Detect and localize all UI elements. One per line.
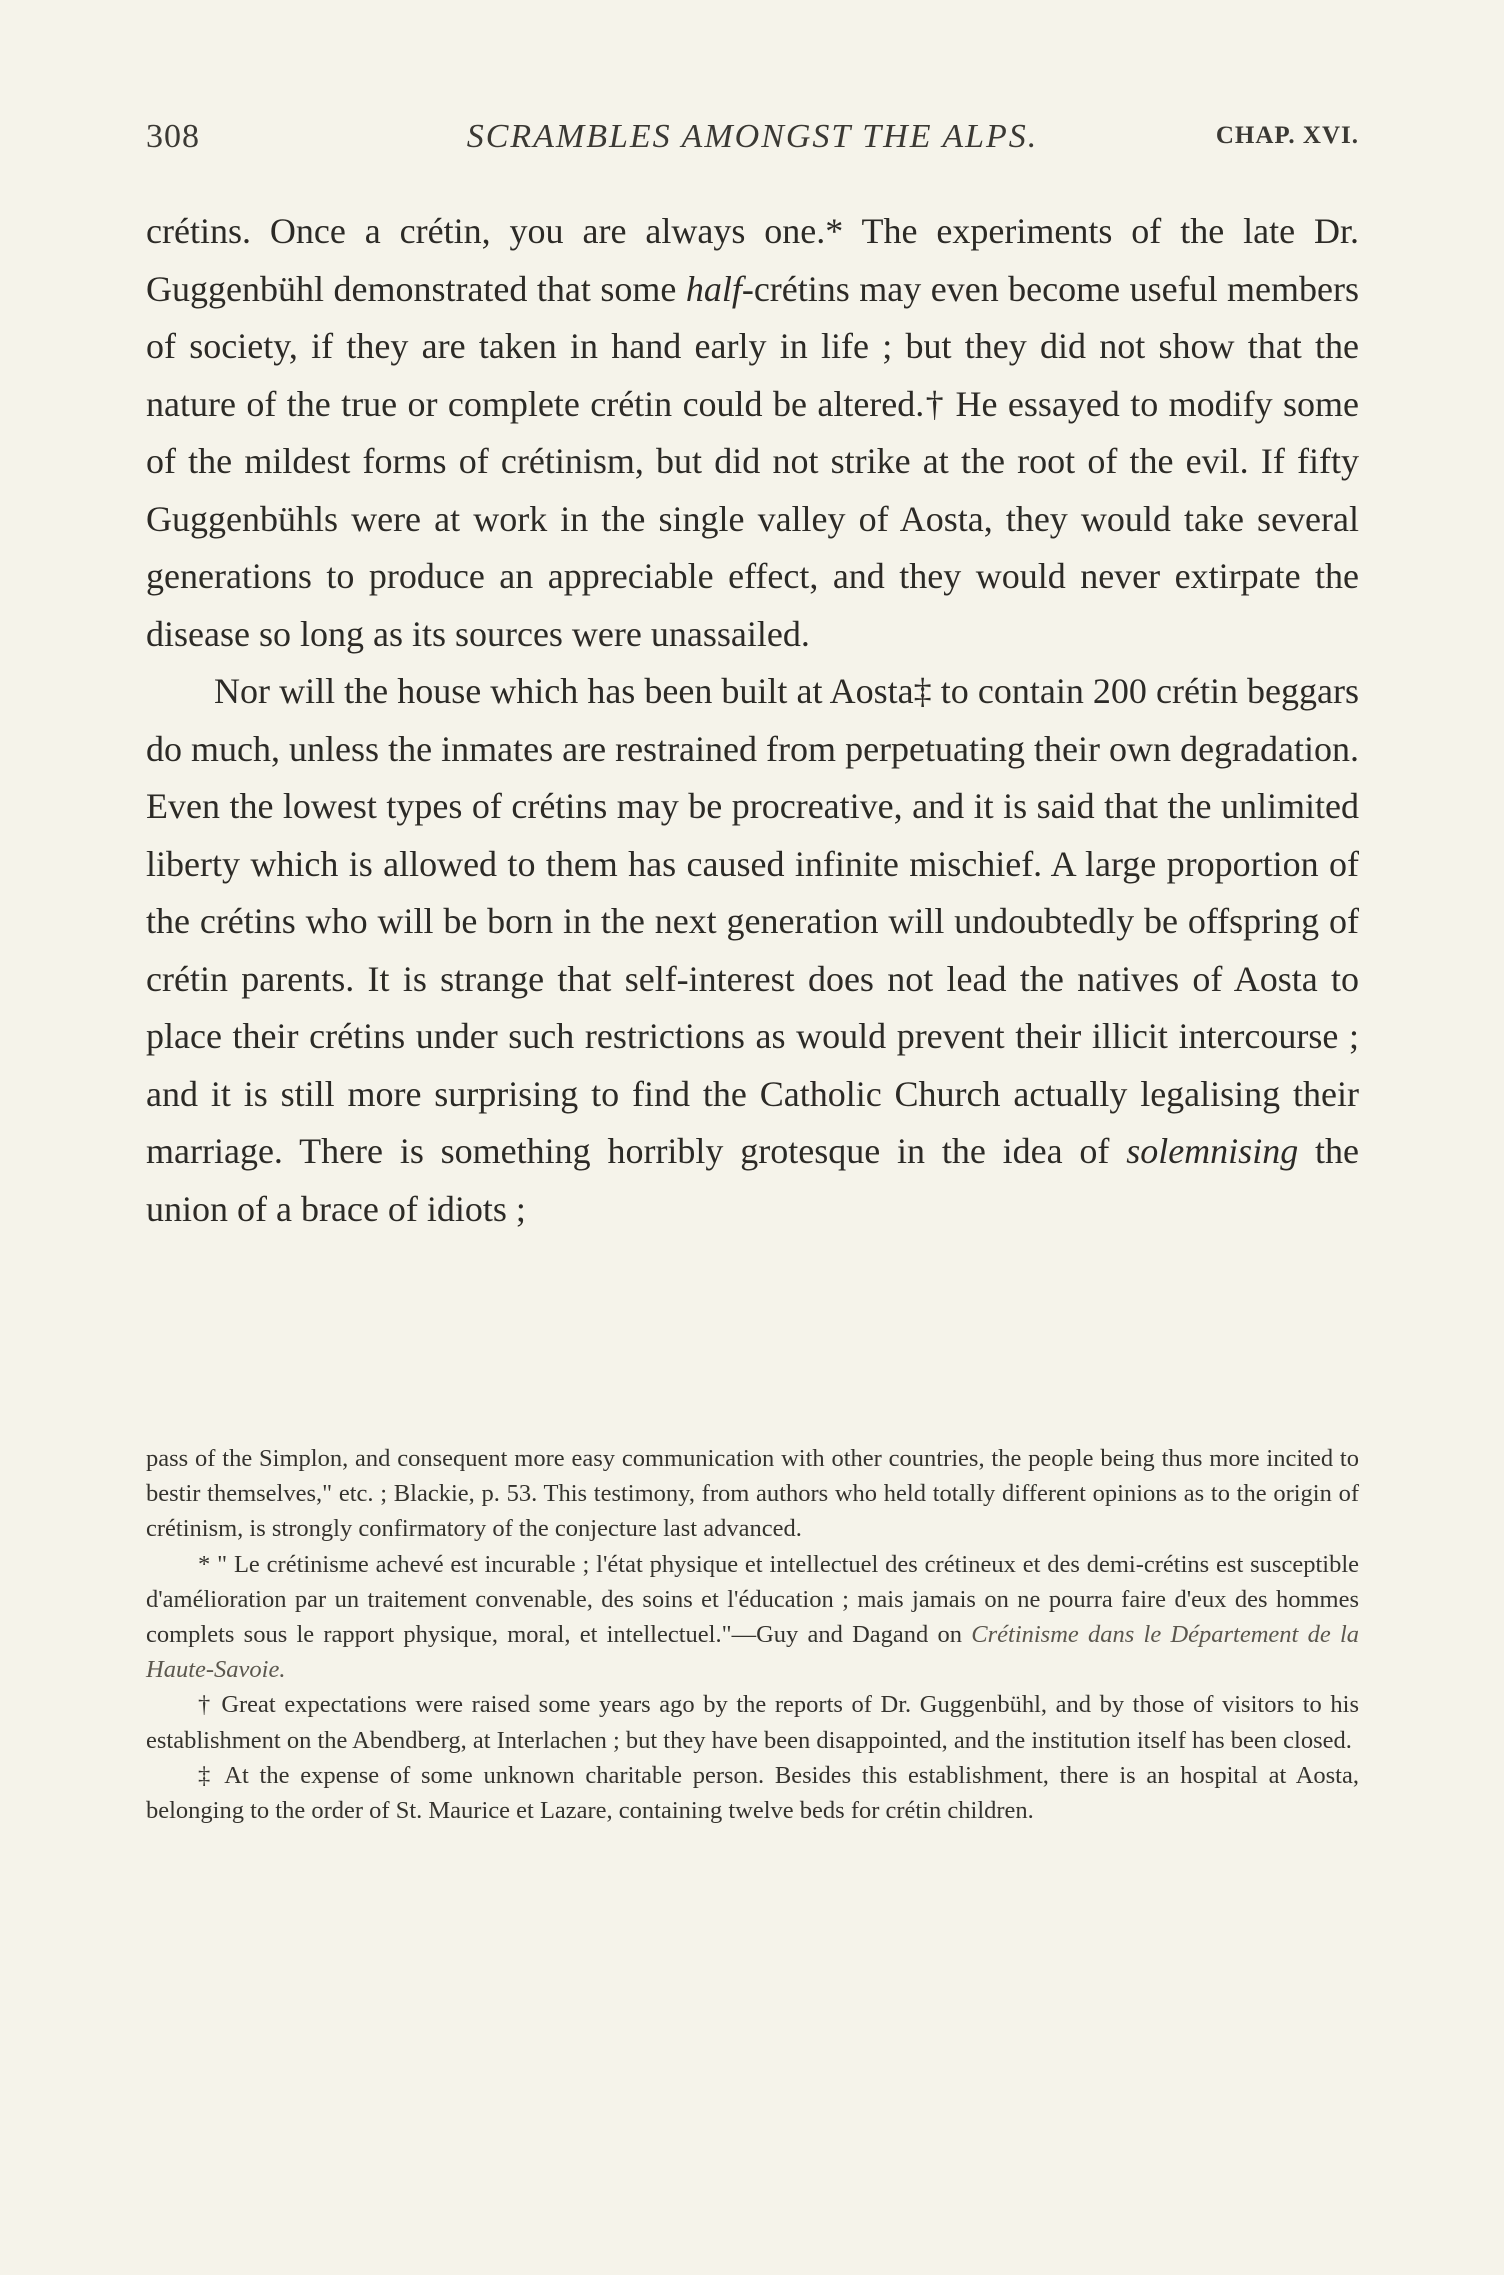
running-title: SCRAMBLES AMONGST THE ALPS. <box>466 118 1039 155</box>
emphasis-solemnising: solemnising <box>1126 1131 1299 1171</box>
paragraph-2: Nor will the house which has been built at Aosta‡ to contain 200 crétin beggars do much, unless the inmates are restrained from perpetuating their own degradation. Even the lowest types of crétins may be procreative, and it is said that the unlimited liberty which is allowed to them has caused infinite mischief. A large proportion of the crétins who will be born in the next generation will undoubtedly be offspring of crétin parents. It is strange that self-interest does not lead the natives of Aosta to place their crétins under such restrictions as would prevent their illicit intercourse ; and it is still more surprising to find the Catholic Church actually legalising their marriage. There is something horribly grotesque in the idea of solemnising the union of a brace of idiots ; <box>146 671 1359 1229</box>
running-header <box>146 118 1359 168</box>
page-number: 308 <box>146 118 200 155</box>
book-page <box>146 0 1359 2275</box>
footnote-double-dagger: ‡ At the expense of some unknown charitable person. Besides this establishment, there is an hospital at Aosta, belonging to the order of St. Maurice et Lazare, containing twelve beds for crétin children. <box>146 1761 1359 1825</box>
footnote-continued: pass of the Simplon, and consequent more easy communication with other countries, the people being thus more incited to bestir themselves," etc. ; Blackie, p. 53. This testimony, from authors who held totally different opinions as to the origin of crétinism, is strongly confirmatory of the conjecture last advanced. <box>146 1445 1359 1543</box>
emphasis-half: half <box>685 268 742 309</box>
footnote-dagger: † Great expectations were raised some years ago by the reports of Dr. Guggenbühl, and by those of visitors to his establishment on the Abendberg, at Interlachen ; but they have been disappointed, and the institution itself has been closed. <box>146 1691 1359 1754</box>
chapter-label: CHAP. XVI. <box>1215 122 1359 149</box>
footnotes <box>146 1441 1359 1828</box>
paragraph-1: crétins. Once a crétin, you are always one.* The experiments of the late Dr. Guggenbühl demonstrated that some half-crétins may even become useful members of society, if they are taken in hand early in life ; but they did not show that the nature of the true or complete crétin could be altered.† He essayed to modify some of the mildest forms of crétinism, but did not strike at the root of the evil. If fifty Guggenbühls were at work in the single valley of Aosta, they would take several generations to produce an appreciable effect, and they would never extirpate the disease so long as its sources were unassailed. <box>146 211 1360 654</box>
footnote-source-title: Crétinisme dans le Département de la Haute-Savoie. <box>146 1621 1359 1684</box>
main-text <box>146 203 1359 1238</box>
footnote-star: * " Le crétinisme achevé est incurable ; l'état physique et intellectuel des crétineux et des demi-crétins est susceptible d'amélioration par un traitement convenable, des soins et l'éducation ; mais jamais on ne pourra faire d'eux des hommes complets sous le rapport physique, moral, et intellectuel."—Guy and Dagand on Crétinisme dans le Département de la Haute-Savoie. <box>146 1550 1359 1684</box>
